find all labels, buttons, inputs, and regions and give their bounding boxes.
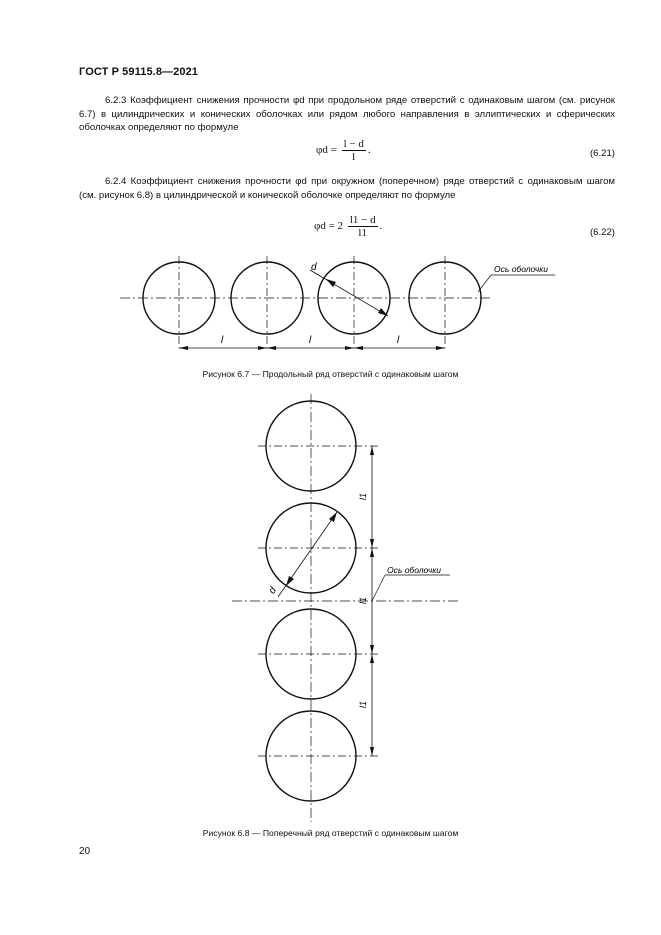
formula-6-22: [314, 214, 382, 239]
pitch-label: l: [397, 335, 400, 346]
figure-6-8-drawing: [0, 392, 661, 822]
formula-denominator: l: [352, 151, 356, 163]
pitch-label: l1: [358, 596, 368, 604]
formula-6-21: [316, 138, 371, 163]
formula-fraction: [348, 214, 378, 239]
figure-6-7-caption: Рисунок 6.7 — Продольный ряд отверстий с одинаковым шагом: [202, 369, 459, 379]
pitch-label: l1: [358, 492, 368, 500]
hole-4: [409, 256, 481, 348]
hole-2: [231, 256, 303, 348]
formula-denominator: l1: [358, 227, 367, 239]
hole-3: [258, 609, 378, 699]
paragraph-text: 6.2.3 Коэффициент снижения прочности φd при продольном ряде отверстий с одинаковым шагом (см. рисунок 6.7) в цилиндрических и конических оболочках или рядом любого направления в эллиптических и сферических оболочках определяют по формуле: [79, 95, 615, 134]
formula-numerator: l − d: [343, 138, 364, 150]
shell-axis-label: Ось оболочки: [494, 264, 549, 274]
formula-lhs: φd =: [316, 144, 337, 157]
hole-4: [258, 711, 378, 801]
diameter-label: d: [311, 262, 317, 273]
pitch-label: l: [221, 335, 224, 346]
formula-tail: .: [379, 220, 383, 233]
formula-fraction: [342, 138, 366, 163]
diameter-dimension-line: [310, 270, 388, 316]
formula-tail: .: [367, 144, 371, 157]
paragraph-6-2-3: [79, 94, 615, 135]
paragraph-text: 6.2.4 Коэффициент снижения прочности φd при окружном (поперечном) ряде отверстий с одинаковым шагом (см. рисунок 6.8) в цилиндрической и конической оболочке определяют по формуле: [79, 176, 615, 201]
pitch-label: l1: [358, 700, 368, 708]
formula-numerator: l1 − d: [349, 214, 376, 226]
paragraph-6-2-4: [79, 175, 615, 202]
page-number: 20: [79, 846, 91, 857]
figure-6-7-drawing: [0, 250, 661, 360]
shell-axis-label: Ось оболочки: [387, 565, 442, 575]
document-header: ГОСТ Р 59115.8—2021: [79, 66, 199, 78]
hole-2: [258, 503, 378, 593]
hole-3: [318, 256, 390, 348]
diameter-label: d: [266, 585, 279, 597]
equation-number: (6.21): [589, 148, 615, 159]
hole-1: [143, 256, 215, 348]
pitch-label: l: [309, 335, 312, 346]
equation-number: (6.22): [589, 227, 615, 238]
figure-6-8-caption: Рисунок 6.8 — Поперечный ряд отверстий с одинаковым шагом: [202, 828, 459, 838]
formula-lhs: φd = 2: [314, 220, 344, 233]
hole-1: [258, 401, 378, 491]
